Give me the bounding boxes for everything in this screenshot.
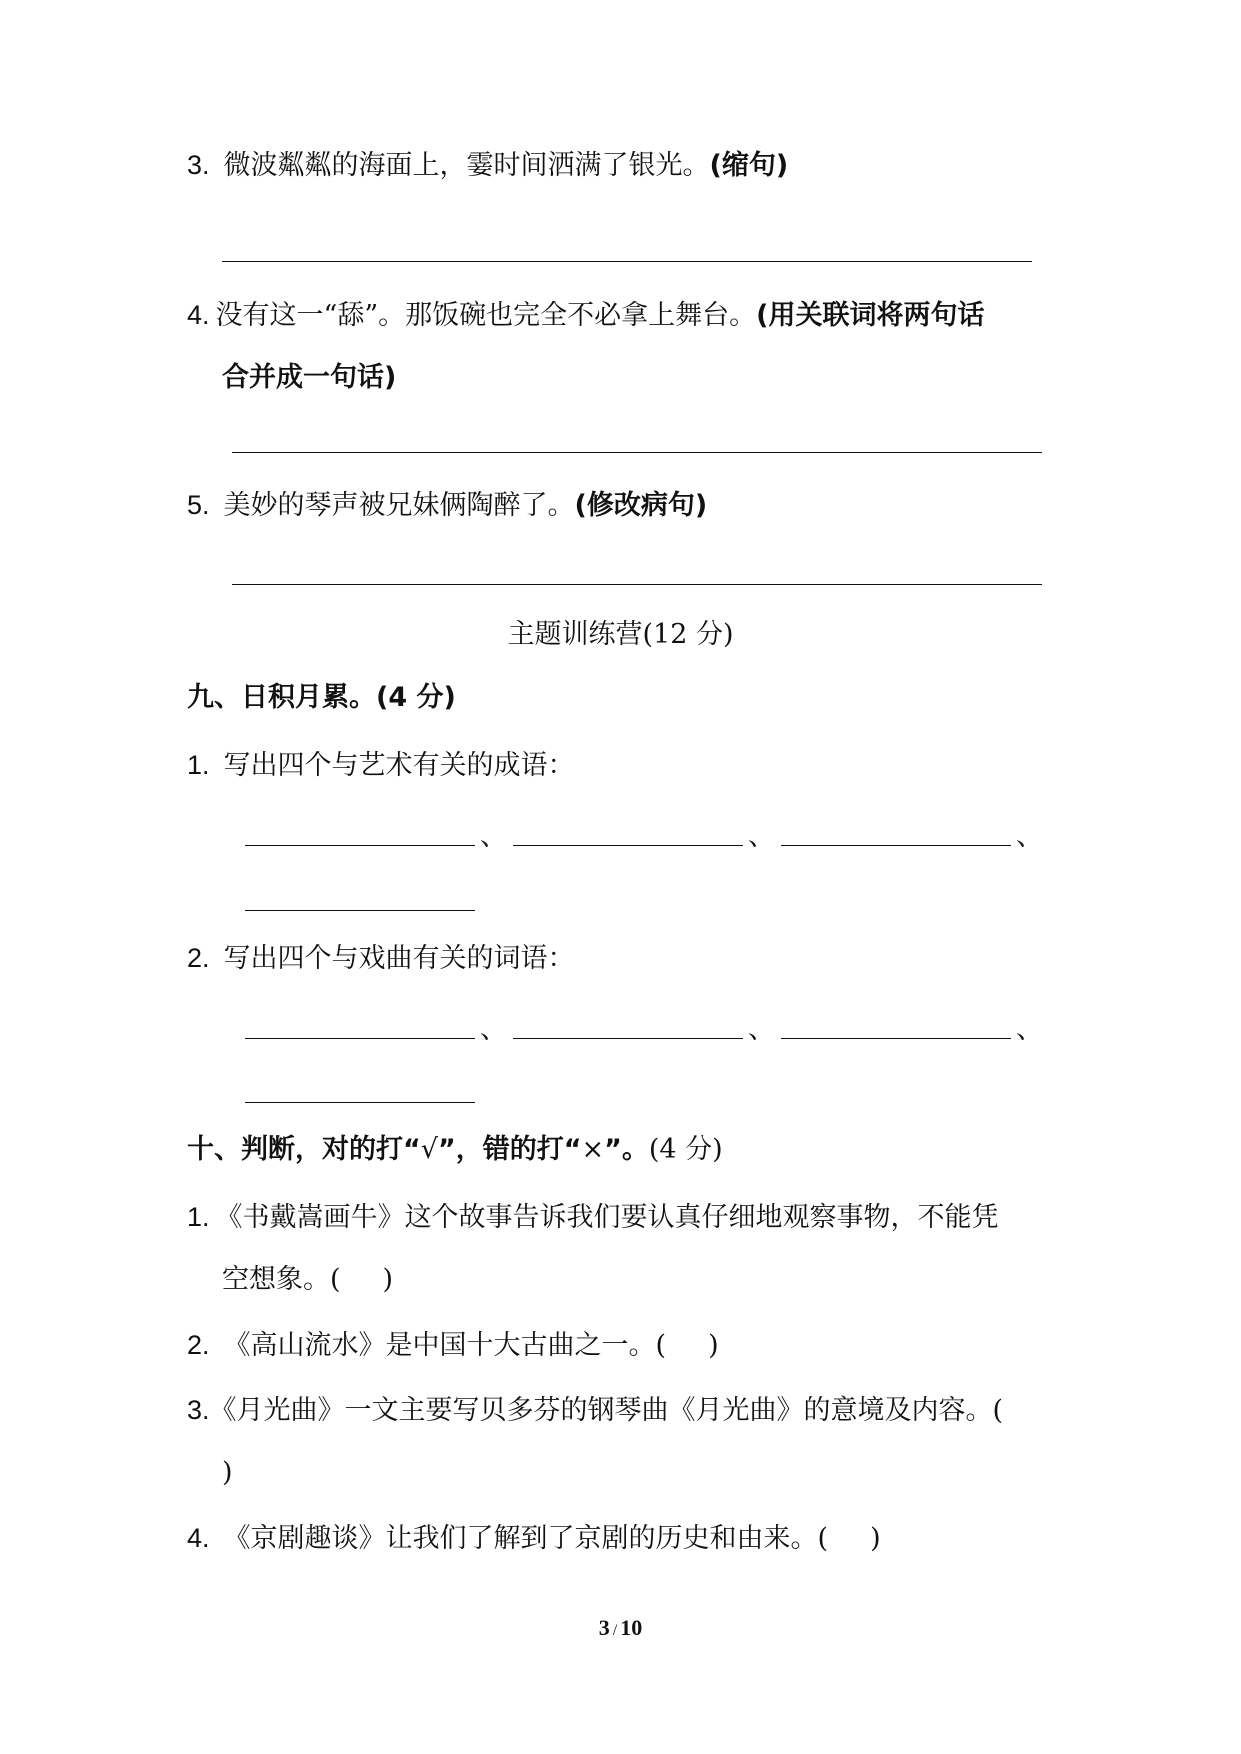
- heading-part: ”，错的打“: [437, 1134, 582, 1165]
- item-number: 2: [187, 1330, 203, 1360]
- item-text: 《月光曲》一文主要写贝多芬的钢琴曲《月光曲》的意境及内容。(: [209, 1395, 1004, 1426]
- item-text-cont: 空想象。(: [222, 1264, 341, 1295]
- question-number: 4: [187, 300, 203, 330]
- answer-blank[interactable]: [222, 261, 1032, 262]
- word-blank-2[interactable]: [513, 1038, 743, 1039]
- section-9-item-2: [187, 938, 575, 979]
- item-dot: .: [202, 1395, 210, 1425]
- item-text: 写出四个与艺术有关的成语：: [223, 750, 575, 781]
- question-text: 微波粼粼的海面上，霎时间洒满了银光。: [223, 150, 710, 181]
- heading-part: 十、判断，对的打“: [187, 1134, 421, 1165]
- judge-item-3: [187, 1390, 1003, 1431]
- question-number: 5: [187, 490, 203, 520]
- item-text: 《京剧趣谈》让我们了解到了京剧的历史和由来。(: [223, 1523, 829, 1554]
- page-total: 10: [620, 1615, 643, 1640]
- question-instruction: (用关联词将两句话: [756, 300, 985, 331]
- answer-blank[interactable]: [232, 584, 1042, 585]
- word-blank-1[interactable]: [245, 1038, 475, 1039]
- item-dot: .: [202, 750, 210, 780]
- section-title: 主题训练营(12 分): [507, 619, 734, 650]
- idiom-blank-3[interactable]: [781, 845, 1011, 846]
- question-3: [187, 145, 788, 186]
- close-paren: ): [870, 1523, 881, 1554]
- section-10-heading: [187, 1130, 723, 1170]
- item-text: 《书戴嵩画牛》这个故事告诉我们要认真仔细地观察事物，不能凭: [215, 1202, 999, 1233]
- question-number: 3: [187, 150, 203, 180]
- judge-item-1: [187, 1197, 999, 1238]
- section-9-item-1: [187, 745, 575, 786]
- page-number: [0, 1615, 1241, 1641]
- close-paren: ): [382, 1264, 394, 1295]
- item-dot: .: [202, 1330, 210, 1360]
- judge-item-1-cont: [222, 1260, 393, 1300]
- word-blank-3[interactable]: [781, 1038, 1011, 1039]
- question-dot: .: [202, 490, 210, 520]
- separator: 、: [480, 821, 507, 852]
- separator: 、: [748, 1014, 775, 1045]
- question-dot: .: [202, 150, 210, 180]
- question-instruction: (缩句): [709, 150, 789, 181]
- item-number: 3: [187, 1395, 203, 1425]
- check-mark-icon: √: [420, 1134, 438, 1165]
- separator: 、: [1016, 821, 1043, 852]
- cross-mark-icon: ×: [581, 1134, 605, 1165]
- separator: 、: [1016, 1014, 1043, 1045]
- item-dot: .: [202, 1523, 210, 1553]
- item-number: 1: [187, 1202, 203, 1232]
- page-current: 3: [598, 1615, 610, 1640]
- judge-item-2: [187, 1325, 719, 1366]
- idiom-blank-1[interactable]: [245, 845, 475, 846]
- item-number: 1: [187, 750, 203, 780]
- question-5: [187, 485, 707, 526]
- item-number: 2: [187, 943, 203, 973]
- heading-part: ”。: [604, 1134, 649, 1165]
- answer-blank[interactable]: [232, 452, 1042, 453]
- judge-item-4: [187, 1518, 881, 1559]
- separator: 、: [480, 1014, 507, 1045]
- separator: 、: [748, 821, 775, 852]
- heading-score: (4 分): [648, 1134, 723, 1165]
- question-4: [187, 295, 985, 336]
- item-text: 《高山流水》是中国十大古曲之一。(: [223, 1330, 667, 1361]
- question-text: 没有这一“舔”。那饭碗也完全不必拿上舞台。: [215, 300, 757, 331]
- item-number: 4: [187, 1523, 203, 1553]
- idiom-blank-4[interactable]: [245, 910, 475, 911]
- question-dot: .: [202, 300, 210, 330]
- item-dot: .: [202, 943, 210, 973]
- close-paren: ): [708, 1330, 719, 1361]
- word-blank-4[interactable]: [245, 1102, 475, 1103]
- idiom-blank-2[interactable]: [513, 845, 743, 846]
- judge-item-3-cont: ): [222, 1457, 233, 1488]
- section-9-heading: 九、日积月累。(4 分): [187, 682, 456, 713]
- question-text: 美妙的琴声被兄妹俩陶醉了。: [223, 490, 575, 521]
- question-instruction: (修改病句): [574, 490, 708, 521]
- item-dot: .: [202, 1202, 210, 1232]
- question-instruction-continued: 合并成一句话): [222, 362, 397, 393]
- item-text: 写出四个与戏曲有关的词语：: [223, 943, 575, 974]
- page-slash: /: [612, 1622, 618, 1639]
